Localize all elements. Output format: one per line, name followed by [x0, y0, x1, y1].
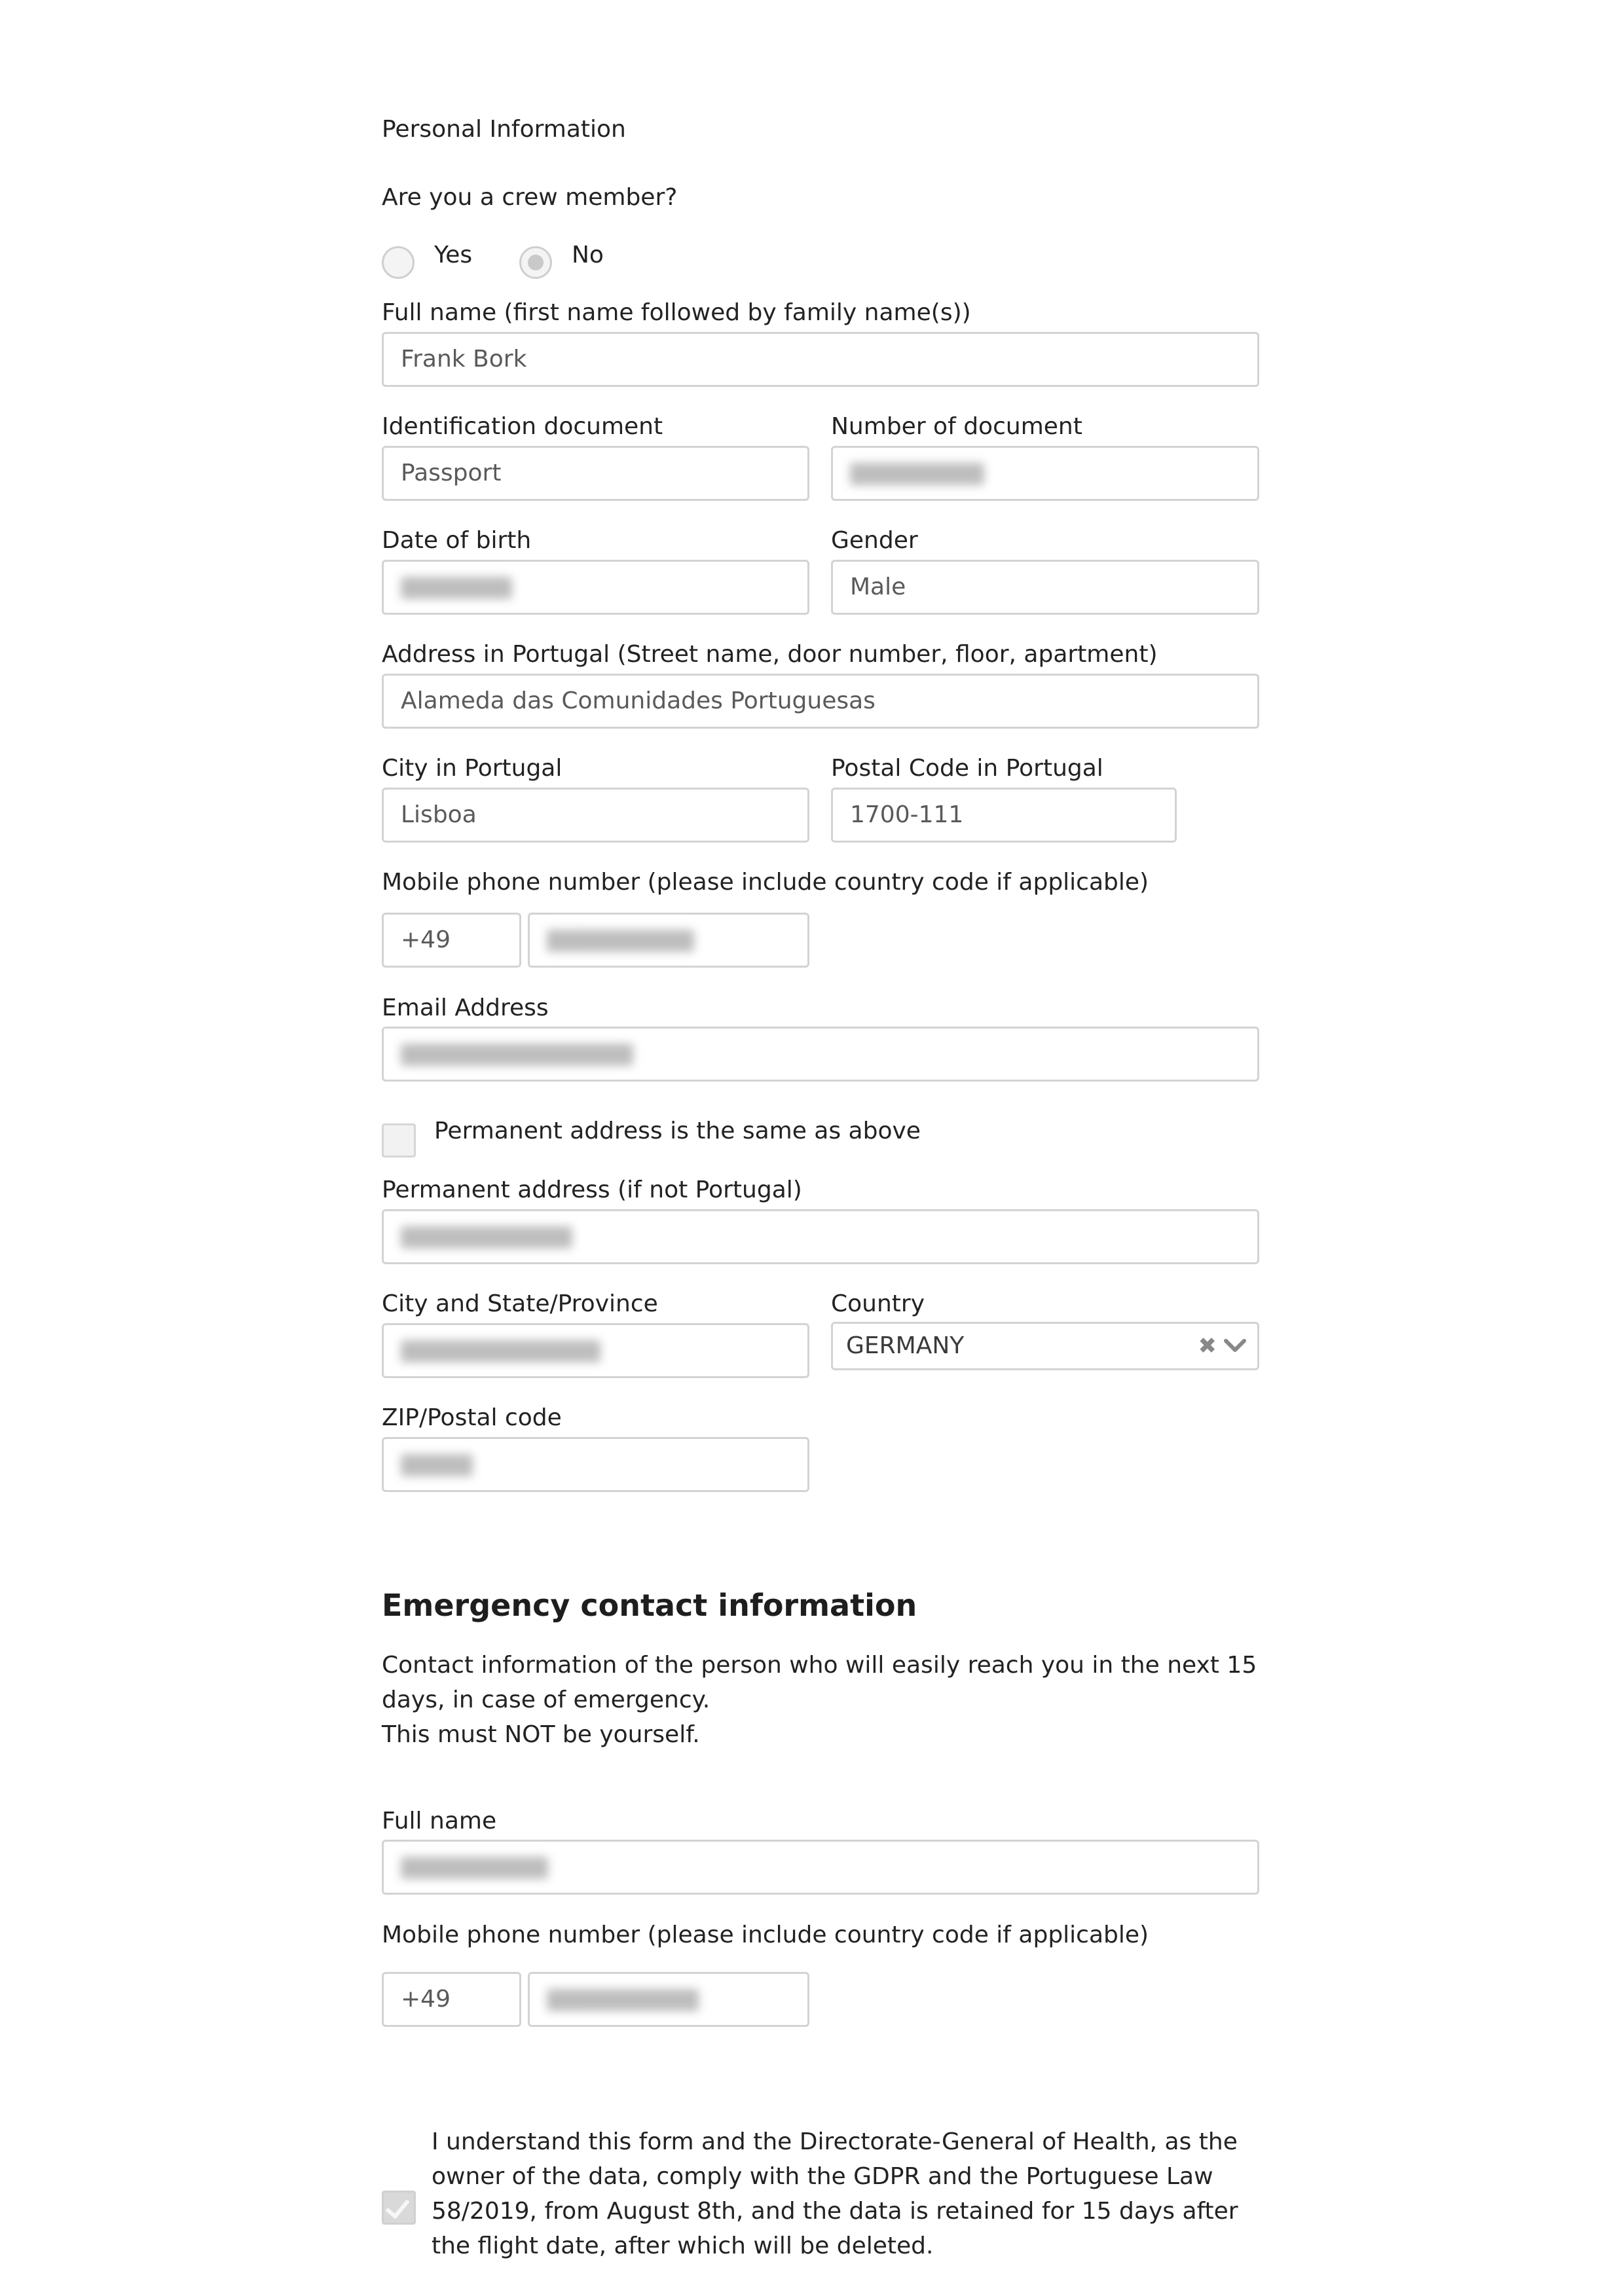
close-icon[interactable]: ✖ [1198, 1333, 1217, 1359]
redacted-value [547, 1989, 699, 2011]
crew-no-radio[interactable] [519, 246, 552, 279]
postal-code-portugal-input[interactable]: 1700-111 [831, 788, 1177, 843]
id-document-label: Identification document [382, 413, 663, 440]
date-of-birth-label: Date of birth [382, 527, 532, 554]
document-number-label: Number of document [831, 413, 1082, 440]
full-name-input[interactable]: Frank Bork [382, 332, 1259, 387]
country-select[interactable] [831, 1322, 1259, 1370]
mobile-number-input[interactable] [528, 913, 809, 968]
redacted-value [401, 1226, 572, 1248]
mobile-label: Mobile phone number (please include country code if applicable) [382, 869, 1149, 896]
consent-text: I understand this form and the Directorate-General of Health, as the owner of the data, comply with the GDPR and the Portuguese Law 58/2019, from August 8th, and the data is retained for 15 days after the flight date, after which will be deleted. [432, 2128, 1238, 2259]
redacted-value [401, 1857, 548, 1879]
consent-checkbox[interactable] [382, 2191, 416, 2225]
radio-selected-dot [528, 255, 544, 270]
form-page [382, 0, 1259, 2296]
mobile-country-code-input[interactable]: +49 [382, 913, 521, 968]
country-selected-value: GERMANY [846, 1332, 965, 1359]
emergency-mobile-number-input[interactable] [528, 1972, 809, 2027]
emergency-description: Contact information of the person who will easily reach you in the next 15 days, in case of emergency. [382, 1652, 1257, 1713]
emergency-heading: Emergency contact information [382, 1588, 917, 1623]
city-state-label: City and State/Province [382, 1290, 658, 1317]
same-address-checkbox[interactable] [382, 1123, 416, 1157]
email-input[interactable] [382, 1027, 1259, 1082]
emergency-full-name-label: Full name [382, 1808, 497, 1834]
permanent-address-label: Permanent address (if not Portugal) [382, 1176, 802, 1203]
crew-question-label: Are you a crew member? [382, 184, 678, 211]
gender-label: Gender [831, 527, 918, 554]
redacted-value [401, 1044, 633, 1066]
redacted-value [850, 463, 984, 485]
country-label: Country [831, 1290, 925, 1317]
date-of-birth-input[interactable] [382, 560, 809, 615]
section-title-personal: Personal Information [382, 116, 626, 143]
document-number-input[interactable] [831, 446, 1259, 501]
city-state-input[interactable] [382, 1323, 809, 1378]
zip-label: ZIP/Postal code [382, 1404, 562, 1431]
redacted-value [401, 577, 512, 599]
postal-code-portugal-label: Postal Code in Portugal [831, 755, 1103, 782]
zip-input[interactable] [382, 1437, 809, 1492]
redacted-value [401, 1340, 600, 1362]
address-portugal-label: Address in Portugal (Street name, door number, floor, apartment) [382, 641, 1158, 668]
emergency-warning: This must NOT be yourself. [382, 1721, 700, 1748]
city-portugal-label: City in Portugal [382, 755, 563, 782]
full-name-label: Full name (first name followed by family name(s)) [382, 299, 971, 326]
same-address-label: Permanent address is the same as above [434, 1118, 921, 1144]
redacted-value [547, 930, 694, 952]
emergency-full-name-input[interactable] [382, 1840, 1259, 1895]
checkmark-icon [385, 2194, 409, 2219]
emergency-country-code-input[interactable]: +49 [382, 1972, 521, 2027]
address-portugal-input[interactable]: Alameda das Comunidades Portuguesas [382, 674, 1259, 729]
crew-yes-radio[interactable] [382, 246, 415, 279]
redacted-value [401, 1454, 473, 1476]
chevron-down-icon[interactable] [1223, 1336, 1247, 1355]
city-portugal-input[interactable]: Lisboa [382, 788, 809, 843]
email-label: Email Address [382, 994, 549, 1021]
emergency-mobile-label: Mobile phone number (please include country code if applicable) [382, 1922, 1149, 1948]
crew-yes-label: Yes [434, 242, 473, 268]
permanent-address-input[interactable] [382, 1209, 1259, 1264]
crew-no-label: No [572, 242, 604, 268]
id-document-input[interactable]: Passport [382, 446, 809, 501]
gender-input[interactable]: Male [831, 560, 1259, 615]
